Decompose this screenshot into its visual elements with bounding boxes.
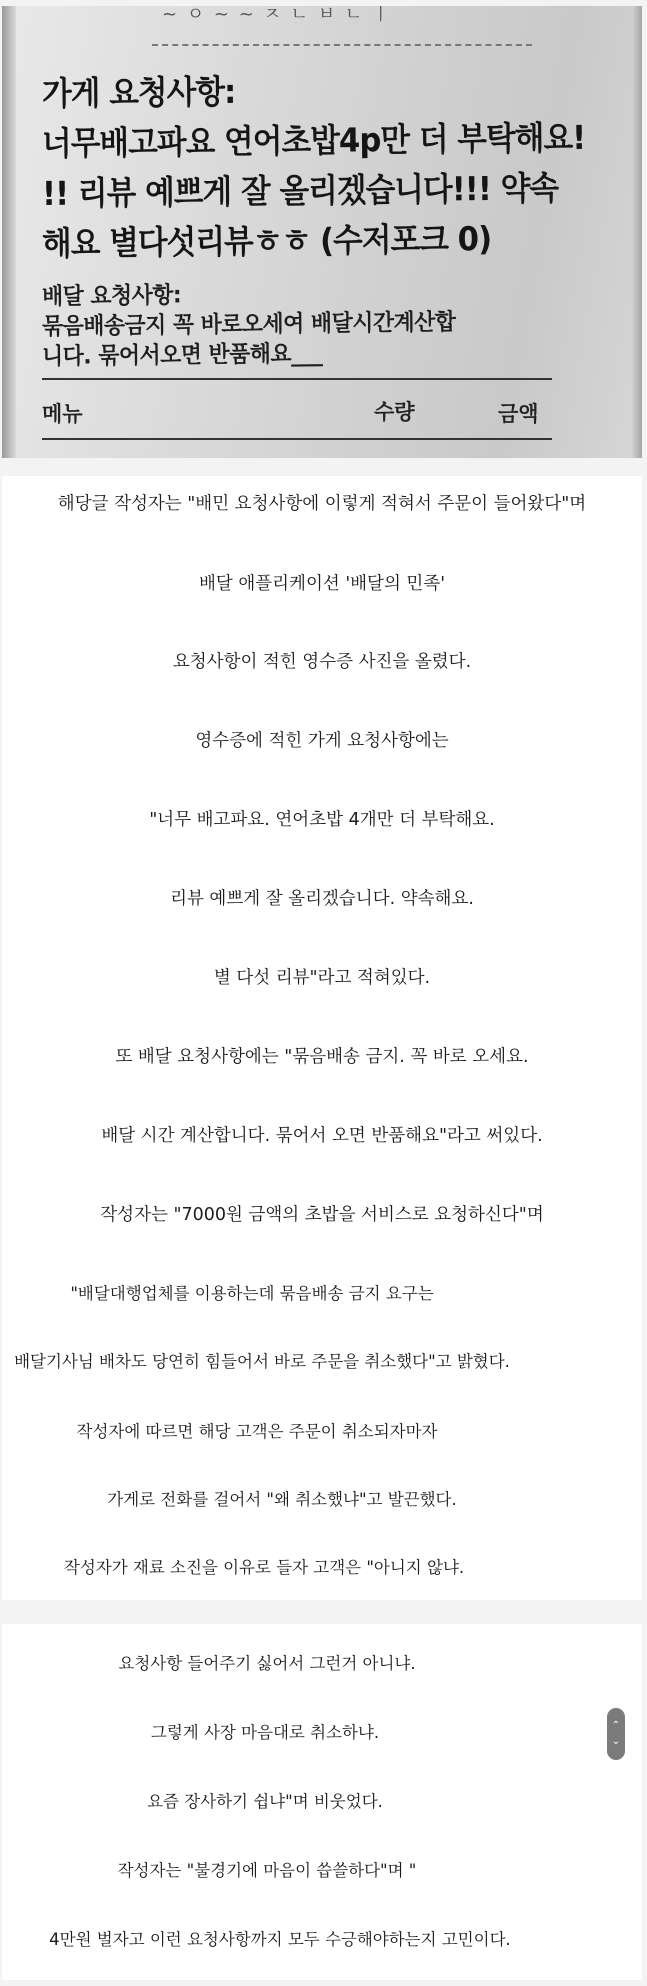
article-paragraph: 영수증에 적힌 가게 요청사항에는 [195,731,449,751]
chevron-down-icon[interactable]: ⌄ [611,1736,621,1747]
article-paragraph: 배달 시간 계산합니다. 묶어서 오면 반품해요"라고 써있다. [101,1126,543,1146]
receipt-rule [42,378,552,380]
article-paragraph: 작성자가 재료 소진을 이유로 들자 고객은 "아니지 않냐. [63,1558,465,1577]
article-paragraph: 요즘 장사하기 쉽냐"며 비웃었다. [147,1792,383,1811]
article-paragraph: 작성자에 따르면 해당 고객은 주문이 취소되자마자 [76,1422,438,1441]
delivery-request-line: 묶음배송금지 꼭 바로오세여 배달시간계산합 [41,309,456,340]
delivery-request-line: 니다. 묶어서오면 반품해요___ [41,340,323,370]
article-body-part-1 [2,476,642,1600]
scroll-control[interactable] [607,1708,625,1760]
article-paragraph: 리뷰 예쁘게 잘 올리겠습니다. 약속해요. [170,889,474,909]
receipt-top-fragment: ~ ㅇ ~ ~ ㅈ ㄴ ㅂ ㄴ ㅣ [162,6,392,25]
photo-shadow-left [2,6,16,458]
article-paragraph: 요청사항 들어주기 싫어서 그런거 아니냐. [118,1654,416,1673]
receipt-rule [42,438,552,440]
receipt-dashed-divider [152,44,532,46]
article-paragraph: "배달대행업체를 이용하는데 묶음배송 금지 요구는 [70,1284,434,1303]
article-paragraph: 또 배달 요청사항에는 "묶음배송 금지. 꼭 바로 오세요. [115,1047,529,1067]
column-menu: 메뉴 [42,402,83,426]
chevron-up-icon[interactable]: ⌃ [611,1720,621,1731]
article-paragraph: 작성자는 "7000원 금액의 초밥을 서비스로 요청하신다"며 [100,1205,544,1225]
article-paragraph: 작성자는 "불경기에 마음이 씁쓸하다"며 " [117,1861,417,1880]
store-request-line: 너무배고파요 연어초밥4p만 더 부탁해요! [41,117,586,163]
column-amount: 금액 [498,402,539,426]
photo-shadow-right [632,6,642,458]
article-paragraph: "너무 배고파요. 연어초밥 4개만 더 부탁해요. [149,810,495,830]
article-paragraph: 가게로 전화를 걸어서 "왜 취소했냐"고 발끈했다. [107,1490,457,1509]
store-request-line: 해요 별다섯리뷰ㅎㅎ (수저포크 0) [41,218,492,263]
article-paragraph: 4만원 벌자고 이런 요청사항까지 모두 수긍해야하는지 고민이다. [49,1930,511,1949]
article-paragraph: 그렇게 사장 마음대로 취소하냐. [150,1723,380,1742]
article-paragraph: 별 다섯 리뷰"라고 적혀있다. [213,968,431,988]
receipt-photo [2,6,642,458]
article-body-part-2 [2,1624,642,1980]
article-paragraph: 배달기사님 배차도 당연히 힘들어서 바로 주문을 취소했다"고 밝혔다. [14,1352,510,1371]
article-paragraph: 요청사항이 적힌 영수증 사진을 올렸다. [172,652,472,672]
delivery-request-label: 배달 요청사항: [41,282,182,310]
article-paragraph: 배달 애플리케이션 '배달의 민족' [198,574,446,594]
store-request-label: 가게 요청사항: [41,71,236,113]
store-request-line: !! 리뷰 예쁘게 잘 올리겠습니다!!! 약속 [41,168,559,213]
column-quantity: 수량 [374,400,415,424]
article-paragraph: 해당글 작성자는 "배민 요청사항에 이렇게 적혀서 주문이 들어왔다"며 [57,494,587,514]
